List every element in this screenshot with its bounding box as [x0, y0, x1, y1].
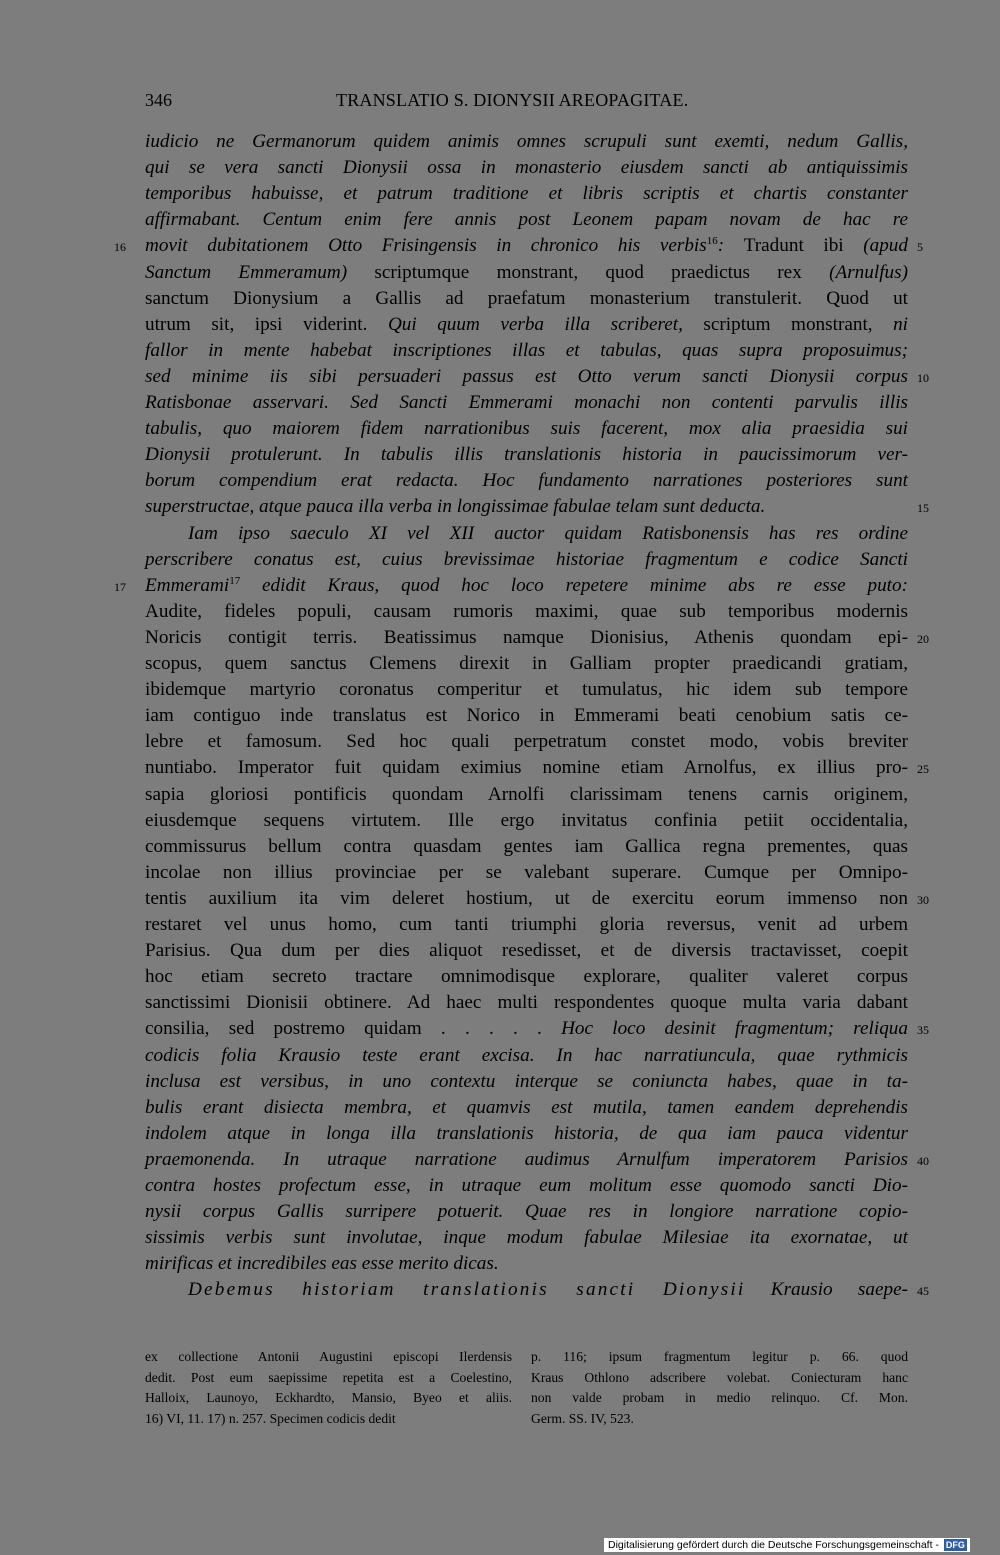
text-run: sed minime iis sibi persuaderi passus est Otto verum sancti Dionysii corpus: [145, 365, 908, 387]
footnote-line: non valde probam in medio relinquo. Cf. Mon.: [531, 1390, 908, 1405]
text-run: codicis folia Krausio teste erant excisa. In hac narratiuncula, quae rythmicis: [145, 1044, 908, 1066]
text-line: [145, 548, 908, 574]
margin-line-number: 35: [917, 1023, 929, 1038]
text-run: edidit Kraus, quod hoc loco repetere minime abs re esse puto:: [240, 574, 908, 596]
text-line: [145, 1096, 908, 1122]
text-run: Noricis contigit terris. Beatissimus namque Dionisius, Athenis quondam epi-: [145, 626, 908, 648]
text-run: fallor in mente habebat inscriptiones illas et tabulas, quas supra proposuimus;: [145, 339, 908, 361]
text-run: (apud: [863, 235, 908, 257]
text-run: sanctissimi Dionisii obtinere. Ad haec multi respondentes quoque multa varia dabant: [145, 992, 908, 1014]
text-run: commissurus bellum contra quasdam gentes iam Gallica regna prementes, quas: [145, 835, 908, 857]
text-run: lebre et famosum. Sed hoc quali perpetratum constet modo, vobis breviter: [145, 731, 908, 753]
page-number: 346: [145, 90, 172, 110]
margin-line-number: 5: [917, 240, 923, 255]
text-line: [145, 783, 908, 809]
running-title: TRANSLATIO S. DIONYSII AREOPAGITAE.: [336, 90, 689, 110]
text-run: perscribere conatus est, cuius brevissimae historiae fragmentum e codice Sancti: [145, 548, 908, 570]
text-run: utrum sit, ipsi viderint.: [145, 313, 388, 335]
margin-line-number: 10: [917, 370, 929, 385]
text-line: [145, 261, 908, 287]
footnote-line: dedit. Post eum saepissime repetita est a Coelestino,: [145, 1369, 512, 1385]
text-run: tabulis, quo maiorem fidem narrationibus suis facerent, mox alia praesidia sui: [145, 418, 908, 440]
text-run: consilia, sed postremo quidam . . . . .: [145, 1018, 562, 1040]
footnote-ref: 16: [706, 235, 718, 248]
margin-line-number: 15: [917, 501, 929, 516]
text-run: sanctum Dionysium a Gallis ad praefatum monasterium transtulerit. Quod ut: [145, 287, 908, 309]
text-line: [145, 1070, 908, 1096]
footnote-line: p. 116; ipsum fragmentum legitur p. 66. quod: [531, 1349, 908, 1364]
text-line: [145, 913, 908, 939]
text-run: Parisius. Qua dum per dies aliquot resedisset, et de diversis tractavisset, coepit: [145, 940, 908, 962]
text-line: [145, 600, 908, 626]
text-run: movit dubitationem Otto Frisingensis in chronico his verbis: [145, 235, 707, 257]
text-run: contra hostes profectum esse, in utraque eum molitum esse quomodo sancti Dio-: [145, 1175, 908, 1196]
text-run: incolae non illius provinciae per se valebant superare. Cumque per Omnipo-: [145, 861, 908, 883]
text-line: [145, 652, 908, 678]
text-line: [145, 1017, 908, 1043]
text-line: [145, 1148, 908, 1174]
margin-line-number: 30: [917, 892, 929, 907]
text-line: [145, 339, 908, 365]
text-line: [145, 182, 908, 208]
text-run: (Arnulfus): [829, 261, 908, 283]
text-line: [145, 156, 908, 182]
text-run: praemonenda. In utraque narratione audimus Arnulfum imperatorem Parisios: [145, 1148, 908, 1170]
text-line: [145, 313, 908, 339]
text-run: iudicio ne Germanorum quidem animis omnes scrupuli sunt exemti, nedum Gallis,: [145, 131, 908, 152]
text-run: Emmerami: [145, 574, 230, 596]
text-line: [145, 678, 908, 704]
text-line: [145, 1252, 908, 1278]
text-line: [145, 1174, 908, 1200]
text-run: scopus, quem sanctus Clemens direxit in Galliam propter praedicandi gratiam,: [145, 653, 908, 674]
text-run: temporibus habuisse, et patrum traditione et libris scriptis et chartis constanter: [145, 183, 908, 205]
text-run: sissimis verbis sunt involutae, inque modum fabulae Milesiae ita exornatae, ut: [145, 1227, 908, 1249]
text-run: inclusa est versibus, in uno contextu interque se coniuncta habes, quae in ta-: [145, 1070, 908, 1092]
text-run: scriptum monstrant,: [703, 313, 894, 335]
text-run: sapia gloriosi pontificis quondam Arnolfi clarissimam tenens carnis originem,: [145, 783, 908, 805]
text-run: Krausio saepe-: [745, 1279, 908, 1301]
text-run: ibidemque martyrio coronatus comperitur et tumulatus, hic idem sub tempore: [145, 679, 908, 701]
text-line: [145, 809, 908, 835]
margin-footnote-number: 17: [114, 579, 126, 594]
text-line: [145, 730, 908, 756]
text-line: [145, 887, 908, 913]
text-run: ni: [893, 313, 908, 335]
text-line: [145, 443, 908, 469]
text-run: Dionysii protulerunt. In tabulis illis translationis historia in paucissimorum ver-: [145, 444, 908, 466]
text-run: Debemus historiam translationis sancti Dionysii: [188, 1279, 746, 1301]
credit-text: Digitalisierung gefördert durch die Deutsche Forschungsgemeinschaft -: [608, 1539, 939, 1551]
footnote-line: Halloix, Launoyo, Eckhardto, Mansio, Byeo et aliis.: [145, 1390, 512, 1405]
text-run: Ratisbonae asservari. Sed Sancti Emmerami monachi non contenti parvulis illis: [145, 392, 908, 413]
text-line: [145, 835, 908, 861]
text-run: indolem atque in longa illa translationis historia, de qua iam pauca videntur: [145, 1122, 908, 1144]
footnote-line: Kraus Othlono adscribere volebat. Coniecturam hanc: [531, 1369, 908, 1385]
text-line: [145, 417, 908, 443]
margin-line-number: 25: [917, 762, 929, 777]
running-head: [0, 90, 1000, 118]
text-line: [145, 756, 908, 782]
text-run: eiusdemque sequens virtutem. Ille ergo invitatus confinia petiit occidentalia,: [145, 809, 908, 831]
text-line: [145, 1044, 908, 1070]
text-run: Hoc loco desinit fragmentum; reliqua: [561, 1018, 908, 1040]
text-line: [145, 861, 908, 887]
dfg-logo: DFG: [945, 1540, 965, 1550]
text-line: [145, 287, 908, 313]
footnote-ref: 17: [229, 574, 241, 587]
footnote-line: ex collectione Antonii Augustini episcopi Ilerdensis: [145, 1349, 512, 1364]
text-line: [145, 991, 908, 1017]
text-run: superstructae, atque pauca illa verba in longissimae fabulae telam sunt deducta.: [145, 496, 766, 518]
text-line: [145, 965, 908, 991]
text-run: nuntiabo. Imperator fuit quidam eximius nomine etiam Arnolfus, ex illius pro-: [145, 757, 908, 779]
text-run: tentis auxilium ita vim deleret hostium, ut de exercitu eorum immenso non: [145, 887, 908, 909]
text-line: [188, 522, 908, 548]
digitization-credit: [604, 1538, 970, 1552]
text-line: [145, 391, 908, 417]
text-run: iam contiguo inde translatus est Norico in Emmerami beati cenobium satis ce-: [145, 705, 908, 727]
text-line: [145, 939, 908, 965]
text-line: [145, 234, 908, 260]
text-run: affirmabant. Centum enim fere annis post Leonem papam novam de hac re: [145, 209, 908, 231]
text-run: Sanctum Emmeramum): [145, 261, 375, 283]
text-run: restaret vel unus homo, cum tanti triumphi gloria reversus, venit ad urbem: [145, 914, 908, 935]
text-line: [145, 626, 908, 652]
text-run: Qui quum verba illa scriberet,: [387, 313, 704, 335]
footnote-line: 16) VI, 11. 17) n. 257. Specimen codicis dedit: [145, 1410, 396, 1426]
text-run: Tradunt ibi: [743, 235, 864, 257]
text-run: Iam ipso saeculo XI vel XII auctor quidam Ratisbonensis has res ordine: [188, 522, 908, 544]
text-line: [145, 495, 908, 521]
text-run: Audite, fideles populi, causam rumoris maximi, quae sub temporibus modernis: [145, 600, 908, 622]
text-run: qui se vera sancti Dionysii ossa in monasterio eiusdem sancti ab antiquissimis: [145, 157, 908, 179]
text-run: mirificas et incredibiles eas esse merito dicas.: [145, 1253, 499, 1275]
text-line: [145, 130, 908, 156]
text-line: [145, 1122, 908, 1148]
text-line: [145, 208, 908, 234]
margin-footnote-number: 16: [114, 240, 126, 255]
text-line: [145, 704, 908, 730]
text-line: [188, 1278, 908, 1304]
text-run: hoc etiam secreto tractare omnimodisque explorare, qualiter valeret corpus: [145, 966, 908, 988]
text-run: bulis erant disiecta membra, et quamvis est mutila, tamen eandem deprehendis: [145, 1096, 908, 1118]
text-line: [145, 1200, 908, 1226]
text-line: [145, 469, 908, 495]
text-line: [145, 574, 908, 600]
text-run: nysii corpus Gallis surripere potuerit. Quae res in longiore narratione copio-: [145, 1201, 908, 1223]
text-run: borum compendium erat redacta. Hoc fundamento narrationes posteriores sunt: [145, 470, 908, 492]
margin-line-number: 20: [917, 631, 929, 646]
text-line: [145, 1226, 908, 1252]
text-run: :: [717, 235, 744, 257]
footnote-line: Germ. SS. IV, 523.: [531, 1410, 634, 1426]
text-line: [145, 365, 908, 391]
margin-line-number: 45: [917, 1284, 929, 1299]
text-run: scriptumque monstrant, quod praedictus rex: [374, 261, 830, 283]
margin-line-number: 40: [917, 1153, 929, 1168]
